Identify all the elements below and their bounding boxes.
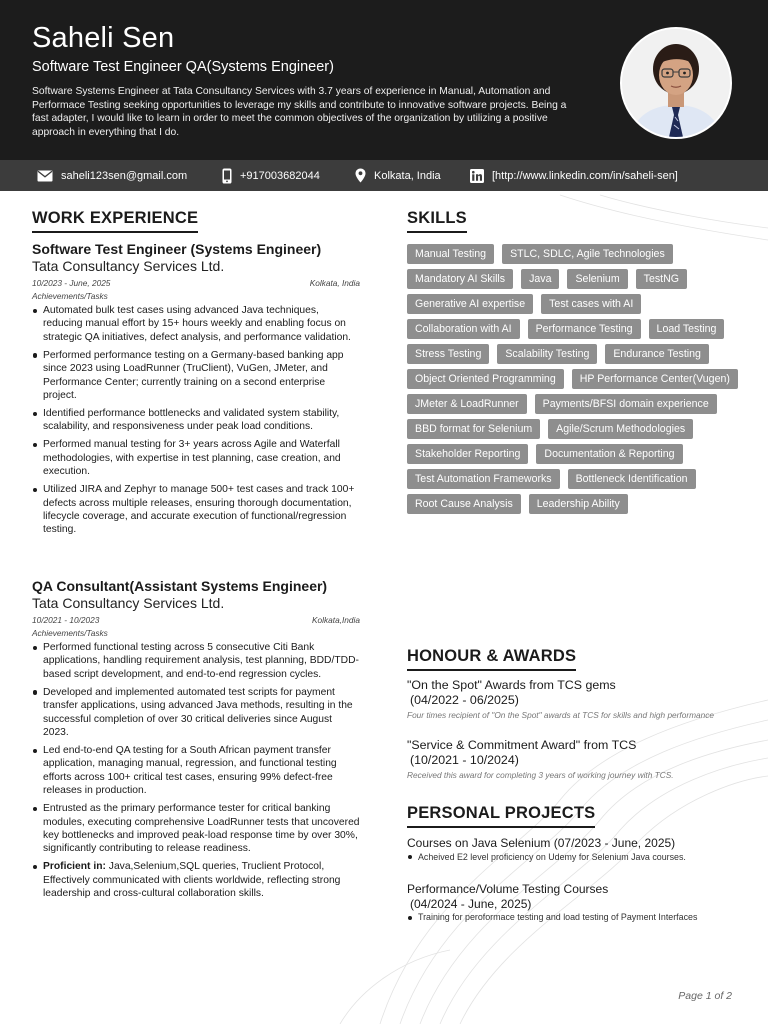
skill-tag: JMeter & LoadRunner xyxy=(407,394,527,414)
contact-email[interactable] xyxy=(37,160,187,191)
skill-tag: HP Performance Center(Vugen) xyxy=(572,369,738,389)
award-description: Four times recipient of "On the Spot" awards at TCS for skills and high performance xyxy=(407,710,715,720)
linkedin-link[interactable]: [http://www.linkedin.com/in/saheli-sen] xyxy=(492,169,678,182)
list-item: Performed functional testing across 5 consecutive Citi Bank applications, handling requirement analysis, test planning, BDD/TDD-based script development, and end-to-end regression cycles. xyxy=(32,641,360,681)
contact-bar xyxy=(0,160,768,191)
job-location: Kolkata,India xyxy=(312,615,360,625)
job-dates: 10/2023 - June, 2025 xyxy=(32,278,111,288)
contact-phone[interactable] xyxy=(222,160,320,191)
award-title: "On the Spot" Awards from TCS gems xyxy=(407,678,616,692)
skill-tag: Test Automation Frameworks xyxy=(407,469,560,489)
skill-tag: Mandatory AI Skills xyxy=(407,269,513,289)
job-entry-1 xyxy=(32,241,360,541)
skill-tag: TestNG xyxy=(636,269,687,289)
list-item: Entrusted as the primary performance tester for critical banking modules, executing comprehensive LoadRunner tests that uncovered key bottlenecks and improved peak-load response time by over 30%, significantly contributing to release readiness. xyxy=(32,802,360,856)
list-item: Acheived E2 level proficiency on Udemy for Selenium Java courses. xyxy=(407,852,739,863)
skill-tag: Generative AI expertise xyxy=(407,294,533,314)
skill-tag: Documentation & Reporting xyxy=(536,444,682,464)
job-company: Tata Consultancy Services Ltd. xyxy=(32,595,225,611)
award-title: "Service & Commitment Award" from TCS xyxy=(407,738,637,752)
list-item: Automated bulk test cases using advanced Java techniques, reducing manual effort by 15+ hours weekly and enabling focus on strategic QA initiatives, defect analysis, and performance validation. xyxy=(32,304,360,344)
skill-tag: STLC, SDLC, Agile Technologies xyxy=(502,244,673,264)
skill-tag: Java xyxy=(521,269,559,289)
projects-heading: PERSONAL PROJECTS xyxy=(407,804,595,828)
list-item: Training for peroformace testing and load testing of Payment Interfaces xyxy=(407,912,739,923)
job-meta xyxy=(32,278,360,289)
skill-tag: Manual Testing xyxy=(407,244,494,264)
list-item: Developed and implemented automated test scripts for payment transfer applications, using advanced Java methods, resulting in the successful completion of over 30 critical deliveries since August 2023. xyxy=(32,686,360,740)
project-entry-2 xyxy=(407,882,739,923)
project-bullets xyxy=(407,852,739,863)
email-text[interactable]: saheli123sen@gmail.com xyxy=(61,169,188,182)
proficient-label: Proficient in: xyxy=(43,861,106,873)
job-subheading: Achievements/Tasks xyxy=(32,628,108,638)
list-item xyxy=(32,860,360,900)
job-bullets xyxy=(32,641,360,901)
skills-tag-list xyxy=(407,244,739,514)
awards-heading: HONOUR & AWARDS xyxy=(407,647,576,671)
project-title: Courses on Java Selenium (07/2023 - June, 2025) xyxy=(407,836,676,850)
page-number: Page 1 of 2 xyxy=(678,990,732,1002)
skill-tag: Collaboration with AI xyxy=(407,319,520,339)
job-subheading: Achievements/Tasks xyxy=(32,291,108,301)
phone-icon xyxy=(222,168,232,184)
candidate-name: Saheli Sen xyxy=(32,22,175,54)
job-meta xyxy=(32,615,360,626)
skill-tag: Performance Testing xyxy=(528,319,641,339)
skill-tag: Selenium xyxy=(567,269,627,289)
linkedin-icon xyxy=(470,169,484,183)
location-text: Kolkata, India xyxy=(374,169,441,182)
job-dates: 10/2021 - 10/2023 xyxy=(32,615,100,625)
skill-tag: Endurance Testing xyxy=(605,344,709,364)
award-dates: (04/2022 - 06/2025) xyxy=(410,693,519,707)
skill-tag: Scalability Testing xyxy=(497,344,597,364)
skill-tag: Test cases with AI xyxy=(541,294,641,314)
award-dates: (10/2021 - 10/2024) xyxy=(410,753,519,767)
list-item: Led end-to-end QA testing for a South African payment transfer application, managing manual, regression, and functional testing efforts across 100+ critical test cases, ensuring 99% defect-free releases in production. xyxy=(32,744,360,798)
job-location: Kolkata, India xyxy=(309,278,360,288)
list-item: Utilized JIRA and Zephyr to manage 500+ test cases and track 100+ defects across multiple releases, ensuring thorough documentation, lifecycle coverage, and accurate execution of functional/regression testing. xyxy=(32,483,360,537)
contact-linkedin[interactable] xyxy=(470,160,678,191)
proficient-text: Java,Selenium,SQL queries, Truclient Protocol, Effectively communicated with clients worldwide, reflecting strong leadership and cross-cultural collaboration skills. xyxy=(43,861,341,900)
email-icon xyxy=(37,170,53,182)
skill-tag: Payments/BFSI domain experience xyxy=(535,394,717,414)
phone-text[interactable]: +917003682044 xyxy=(240,169,320,182)
resume-header xyxy=(0,0,768,160)
list-item: Identified performance bottlenecks and validated system stability, scalability, and responsiveness under peak load conditions. xyxy=(32,407,360,434)
skill-tag: Stress Testing xyxy=(407,344,489,364)
job-title: Software Test Engineer (Systems Engineer) xyxy=(32,241,322,257)
location-pin-icon xyxy=(355,168,366,183)
skill-tag: Stakeholder Reporting xyxy=(407,444,528,464)
skill-tag: Root Cause Analysis xyxy=(407,494,521,514)
avatar xyxy=(620,27,732,139)
job-bullets xyxy=(32,304,360,537)
contact-location xyxy=(355,160,441,191)
project-title: Performance/Volume Testing Courses xyxy=(407,882,609,896)
skill-tag: Object Oriented Programming xyxy=(407,369,564,389)
job-title: QA Consultant(Assistant Systems Engineer) xyxy=(32,578,328,594)
award-description: Received this award for completing 3 years of working journey with TCS. xyxy=(407,770,674,780)
work-experience-heading: WORK EXPERIENCE xyxy=(32,209,198,233)
project-entry-1 xyxy=(407,836,739,863)
job-entry-2 xyxy=(32,578,360,905)
profile-photo xyxy=(622,29,730,137)
project-dates: (04/2024 - June, 2025) xyxy=(410,896,532,911)
skill-tag: Load Testing xyxy=(649,319,725,339)
skills-heading: SKILLS xyxy=(407,209,467,233)
profile-summary: Software Systems Engineer at Tata Consultancy Services with 3.7 years of experience in Manual, Automation and Performace Testing seeking opportunities to leverage my skills and contribute to innovative software projects. Being a fast adapter, I would like to learn in order to meet the common objectives of the organization by utilizing a positive approach in everything that I do. xyxy=(32,86,567,138)
list-item: Performed manual testing for 3+ years across Agile and Waterfall methodologies, with expertise in test planning, case creation, and execution. xyxy=(32,438,360,478)
skill-tag: Leadership Ability xyxy=(529,494,628,514)
skill-tag: Agile/Scrum Methodologies xyxy=(548,419,693,439)
skill-tag: BBD format for Selenium xyxy=(407,419,540,439)
candidate-role: Software Test Engineer QA(Systems Engineer) xyxy=(32,59,334,75)
award-entry-1 xyxy=(407,678,739,721)
list-item: Performed performance testing on a Germany-based banking app since 2023 using LoadRunner (TruClient), VuGen, JMeter, and Performance Center; currently training on a second enterprise project. xyxy=(32,349,360,403)
award-entry-2 xyxy=(407,738,739,781)
project-bullets xyxy=(407,912,739,923)
job-company: Tata Consultancy Services Ltd. xyxy=(32,258,225,274)
skill-tag: Bottleneck Identification xyxy=(568,469,696,489)
